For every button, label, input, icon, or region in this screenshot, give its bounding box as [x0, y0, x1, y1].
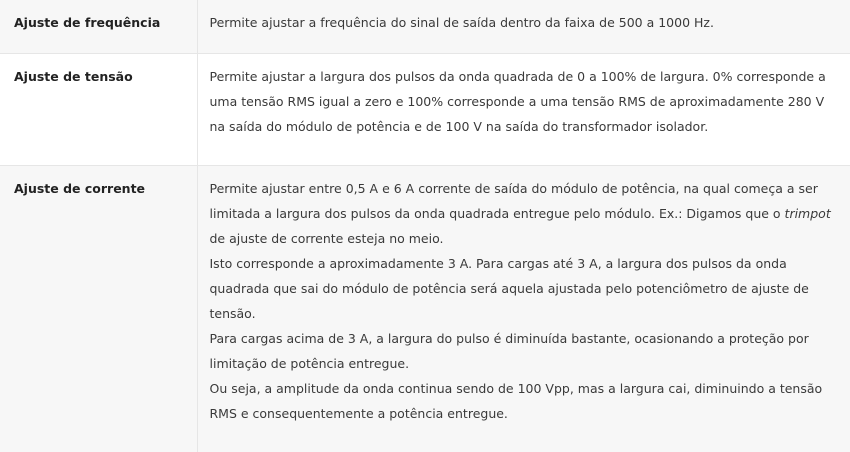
description-paragraph-2: Isto corresponde a aproximadamente 3 A. Para cargas até 3 A, a largura dos pulsos da onda quadrada que sai do módulo de potência será aquela ajustada pelo potenciômetro de ajuste de tensão.	[209, 255, 809, 321]
trimpot-term: trimpot	[784, 205, 831, 221]
description-paragraph-1	[210, 176, 839, 251]
description-paragraph-4: Ou seja, a amplitude da onda continua sendo de 100 Vpp, mas a largura cai, diminuindo a tensão RMS e consequentemente a potência entregue.	[209, 380, 823, 421]
row-label-voltage: Ajuste de tensão	[0, 53, 197, 165]
table-row-frequency	[0, 0, 850, 53]
row-description-voltage: Permite ajustar a largura dos pulsos da onda quadrada de 0 a 100% de largura. 0% corresponde a uma tensão RMS igual a zero e 100% corresponde a uma tensão RMS de aproximadamente 280 V na saída do módulo de potência e de 100 V na saída do transformador isolador.	[197, 53, 850, 165]
paragraph-1-text-start: Permite ajustar entre 0,5 A e 6 A corrente de saída do módulo de potência, na qual começa a ser limitada a largura dos pulsos da onda quadrada entregue pelo módulo. Ex.: Digamos que o	[209, 180, 818, 221]
row-label-frequency: Ajuste de frequência	[0, 0, 197, 53]
paragraph-1-text-end: de ajuste de corrente esteja no meio.	[209, 230, 444, 246]
row-description-current	[197, 165, 850, 452]
table-row-current	[0, 165, 850, 452]
description-paragraph-3: Para cargas acima de 3 A, a largura do pulso é diminuída bastante, ocasionando a proteção por limitação de potência entregue.	[209, 330, 809, 371]
row-description-frequency: Permite ajustar a frequência do sinal de saída dentro da faixa de 500 a 1000 Hz.	[197, 0, 850, 53]
row-label-current: Ajuste de corrente	[0, 165, 197, 452]
table-row-voltage	[0, 53, 850, 165]
